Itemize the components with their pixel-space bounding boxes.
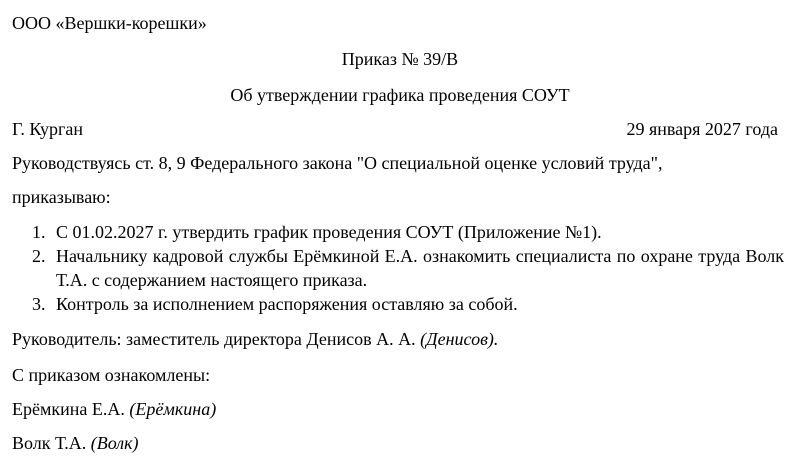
order-item-number: 2. <box>32 246 46 266</box>
employee-signature: (Ерёмкина) <box>129 399 217 419</box>
order-item-text: Контроль за исполнением распоряжения оставляю за собой. <box>56 294 518 314</box>
employee-name: Волк Т.А. <box>12 433 87 453</box>
order-title: Приказ № 39/В <box>341 49 459 69</box>
order-city: Г. Курган <box>12 119 84 139</box>
head-signature: (Денисов). <box>420 329 499 349</box>
organization-name: ООО «Вершки-корешки» <box>12 13 207 33</box>
order-item-number: 3. <box>32 294 46 314</box>
head-signature-line <box>12 328 498 350</box>
employee-signature-line <box>12 432 139 454</box>
order-item <box>32 292 784 316</box>
employee-signature-line <box>12 398 216 420</box>
order-subject: Об утверждении графика проведения СОУТ <box>230 85 570 105</box>
employee-signature: (Волк) <box>90 433 139 453</box>
order-item <box>32 244 784 292</box>
order-items-list <box>32 220 784 316</box>
acknowledgement-label: С приказом ознакомлены: <box>12 365 211 385</box>
order-date: 29 января 2027 года <box>626 119 778 139</box>
legal-basis: Руководствуясь ст. 8, 9 Федерального закона "О специальной оценке условий труда", <box>12 153 663 173</box>
head-label: Руководитель: заместитель директора Денисов А. А. <box>12 329 416 349</box>
order-item-text: С 01.02.2027 г. утвердить график проведения СОУТ (Приложение №1). <box>56 222 602 242</box>
order-word: приказываю: <box>12 187 111 207</box>
order-item-text: Начальнику кадровой службы Ерёмкиной Е.А. ознакомить специалиста по охране труда Волк Т.А. с содержанием настоящего приказа. <box>56 246 784 290</box>
employee-name: Ерёмкина Е.А. <box>12 399 125 419</box>
order-item-number: 1. <box>32 222 46 242</box>
order-item <box>32 220 784 244</box>
